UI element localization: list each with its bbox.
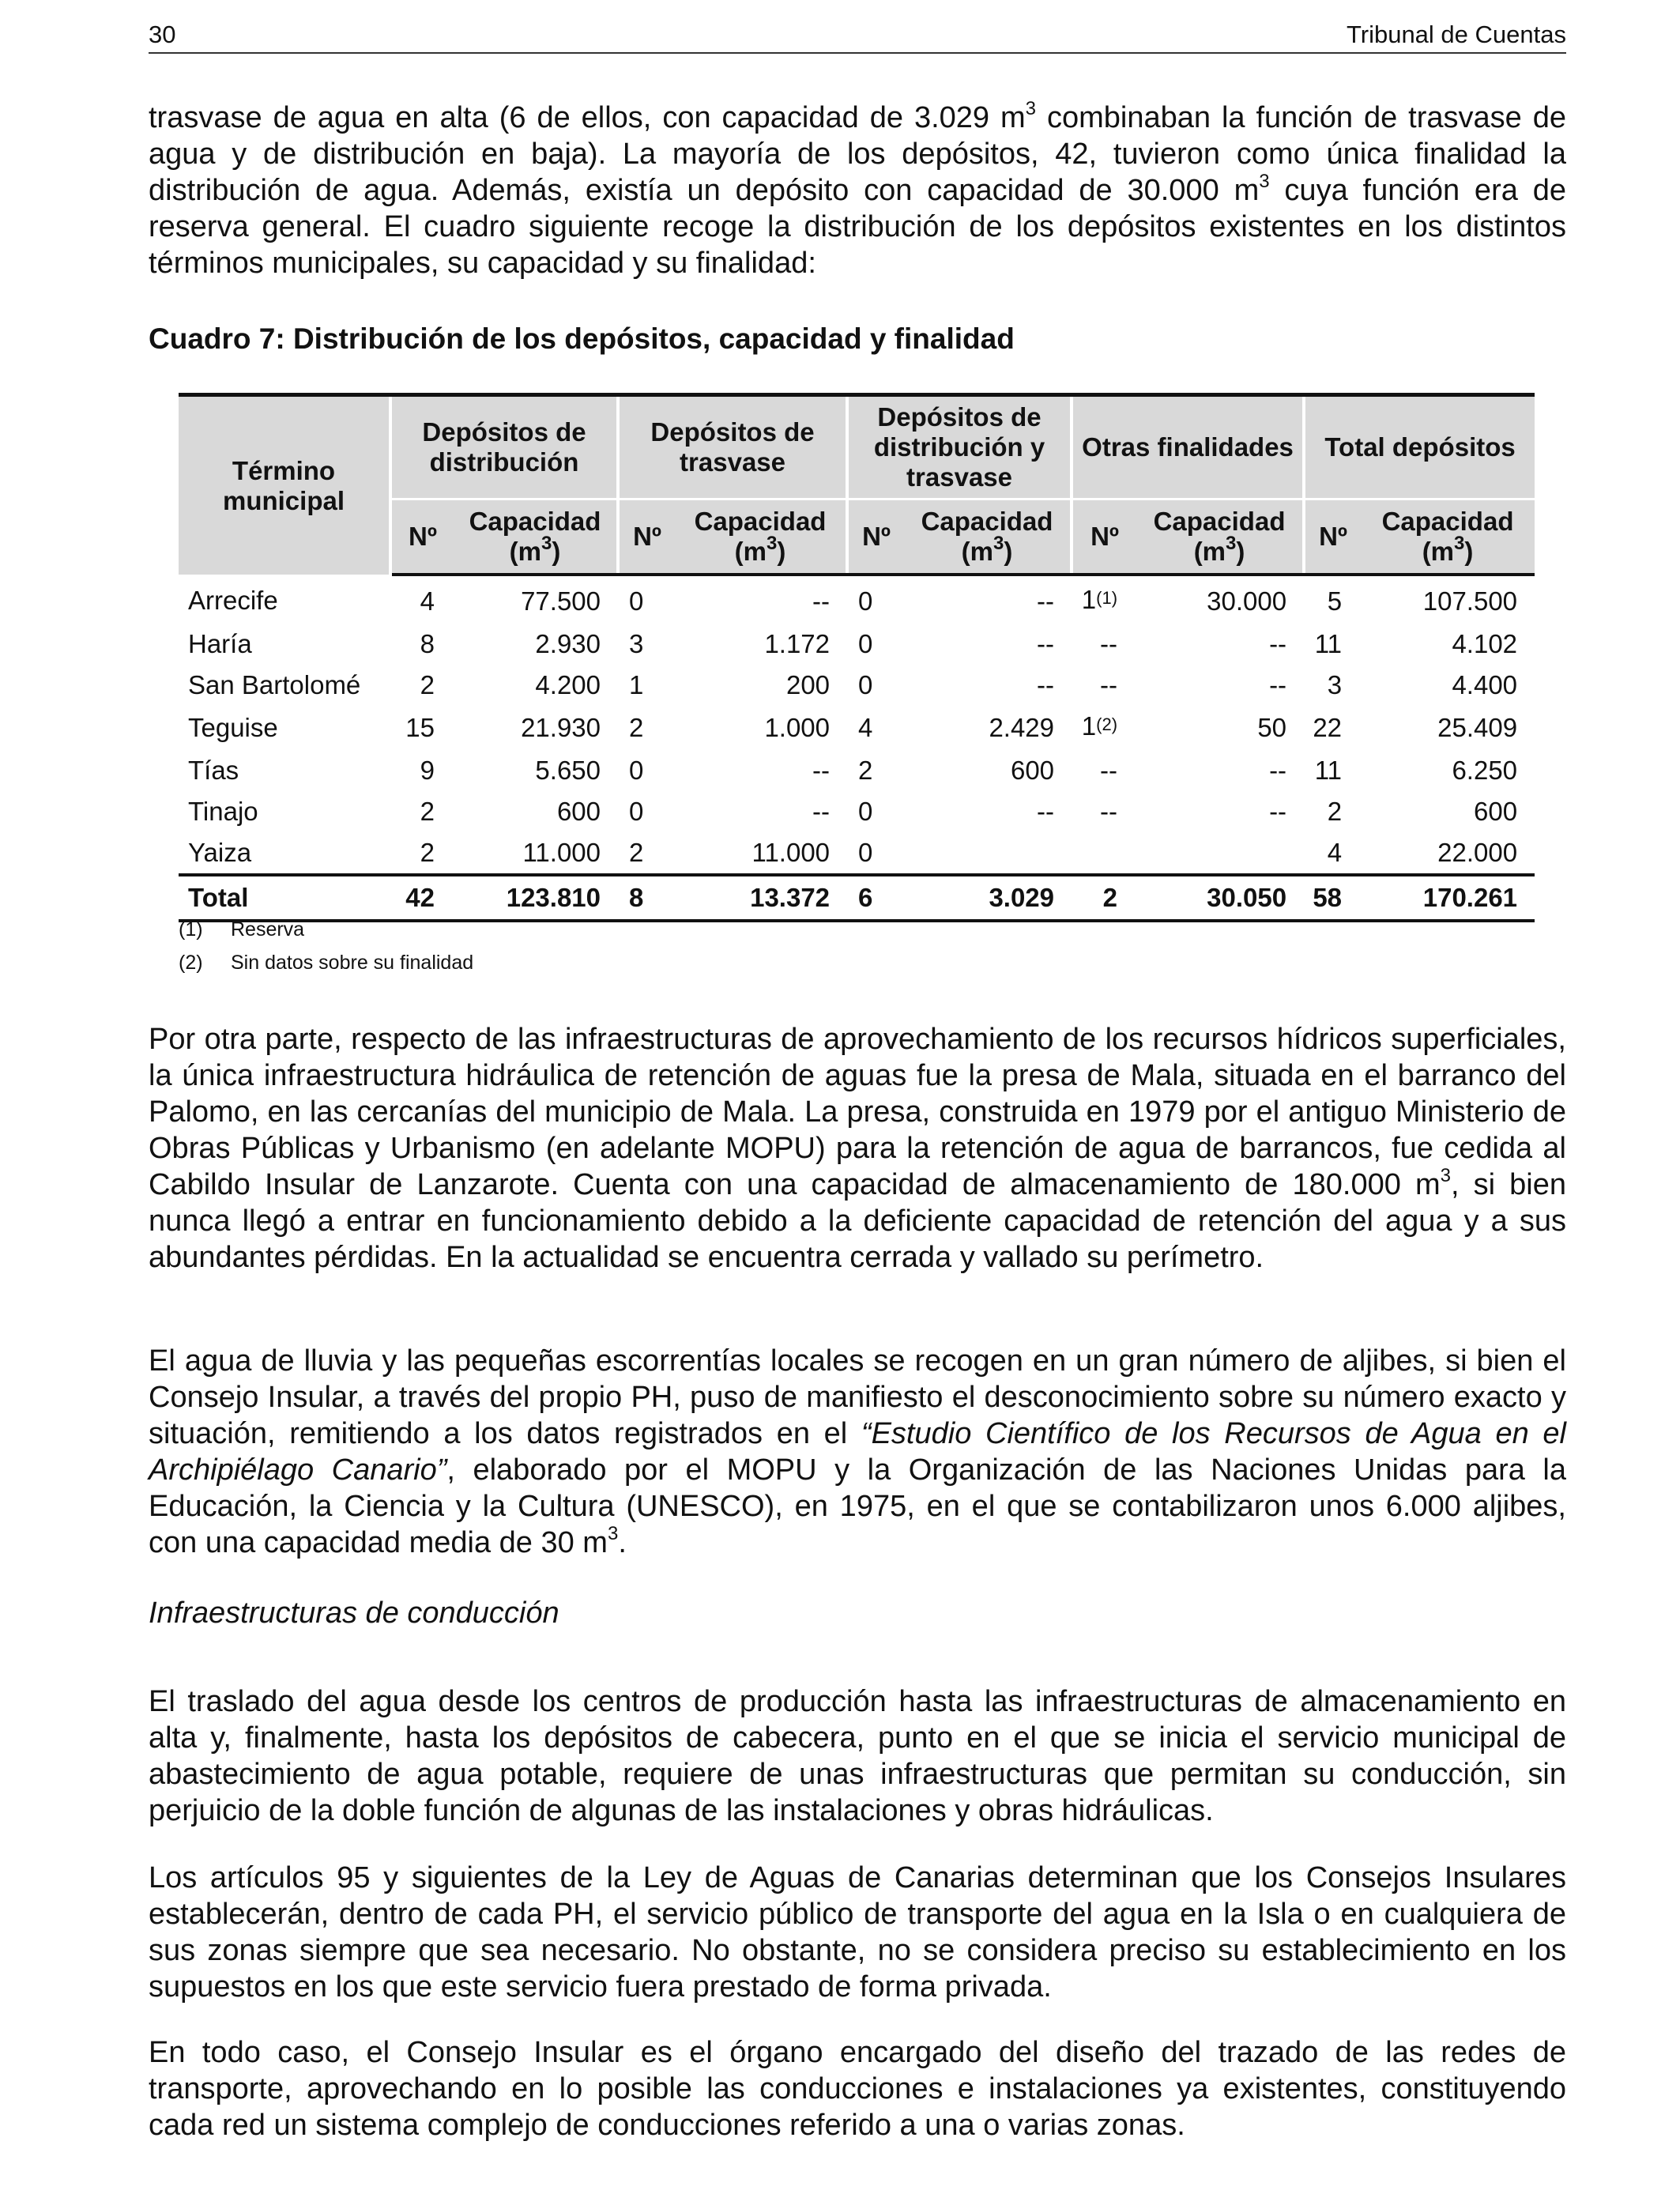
cell-value: -- bbox=[1100, 756, 1118, 785]
header-n: Nº bbox=[1072, 499, 1136, 575]
table-title: Cuadro 7: Distribución de los depósitos, capacidad y finalidad bbox=[149, 322, 1015, 355]
cell-value: 11.000 bbox=[522, 838, 601, 867]
footnote: (1) Reserva bbox=[179, 918, 305, 941]
cell-value: 22.000 bbox=[1437, 838, 1518, 867]
cell-value: 11 bbox=[1314, 629, 1343, 658]
cell-value bbox=[1136, 832, 1304, 875]
header-group-otras: Otras finalidades bbox=[1072, 395, 1304, 499]
cell-value: 6 bbox=[847, 875, 904, 921]
cell-municipio: Tinajo bbox=[188, 797, 258, 826]
footnote-ref: (2) bbox=[1096, 714, 1118, 734]
cell-value: 2 bbox=[858, 756, 873, 785]
cell-value: 2.930 bbox=[535, 629, 601, 658]
header-n: Nº bbox=[618, 499, 675, 575]
header-group-distribucion: Depósitos de distribución bbox=[390, 395, 618, 499]
cell-value: 25.409 bbox=[1437, 713, 1518, 742]
cell-value: 107.500 bbox=[1422, 586, 1518, 616]
cell-municipio: Tías bbox=[188, 756, 239, 785]
cell-municipio: Total bbox=[179, 875, 390, 921]
table-row bbox=[179, 575, 1535, 624]
cell-value: 42 bbox=[390, 875, 454, 921]
header-municipio: Término municipal bbox=[179, 395, 390, 575]
paragraph-4: El traslado del agua desde los centros de producción hasta las infraestructuras de almacenamiento en alta y, finalmente, hasta los depósitos de cabecera, punto en el que se inicia el servicio municipal de abastecimiento de agua potable, requiere de unas infraestructuras que permitan su conducción, sin perjuicio de la doble función de algunas de las instalaciones y obras hidráulicas. bbox=[149, 1685, 1566, 1827]
cell-value: 21.930 bbox=[521, 713, 601, 742]
cell-value: 2 bbox=[1327, 797, 1343, 826]
cell-value: -- bbox=[1100, 797, 1118, 826]
cell-value: 1 bbox=[629, 670, 644, 699]
cell-value: 58 bbox=[1304, 875, 1361, 921]
cell-value: -- bbox=[1269, 629, 1287, 658]
paragraph-2: Por otra parte, respecto de las infraestructuras de aprovechamiento de los recursos hídricos superficiales, la única infraestructura hidráulica de retención de aguas fue la presa de Mala, situada en el barranco del Palomo, en las cercanías del municipio de Mala. La presa, construida en 1979 por el antiguo Ministerio de Obras Públicas y Urbanismo (en adelante MOPU) para la retención de agua de barrancos, fue cedida al Cabildo Insular de Lanzarote. Cuenta con una capacidad de almacenamiento de 180.000 $m^3$, si bien nunca llegó a entrar en funcionamiento debido a la deficiente capacidad de retención del agua y a sus abundantes pérdidas. En la actualidad se encuentra cerrada y vallado su perímetro. bbox=[149, 1023, 1566, 1274]
cell-value: 8 bbox=[618, 875, 675, 921]
cell-value: 11 bbox=[1314, 756, 1343, 785]
cell-value: 4 bbox=[1327, 838, 1343, 867]
cell-value: 30.050 bbox=[1136, 875, 1304, 921]
footnote-ref: (1) bbox=[1096, 588, 1118, 608]
cell-municipio: Arrecife bbox=[188, 586, 278, 615]
cell-value: 0 bbox=[858, 838, 873, 867]
cell-value: 1(2) bbox=[1081, 711, 1118, 741]
footnote: (2) Sin datos sobre su finalidad bbox=[179, 952, 474, 974]
cell-value: 13.372 bbox=[675, 875, 847, 921]
table-row bbox=[179, 750, 1535, 791]
cell-value: -- bbox=[1100, 629, 1118, 658]
cell-value: 2 bbox=[629, 713, 644, 742]
paragraph-1: trasvase de agua en alta (6 de ellos, con capacidad de 3.029 $m^3$ combinaban la función de trasvase de agua y de distribución en baja). La mayoría de los depósitos, 42, tuvieron como única finalidad la distribución de agua. Además, existía un depósito con capacidad de 30.000 $m^3$ cuya función era de reserva general. El cuadro siguiente recoge la distribución de los depósitos existentes en los distintos términos municipales, su capacidad y su finalidad: bbox=[149, 98, 1567, 280]
cell-value: 2 bbox=[420, 670, 435, 699]
header-capacidad: Capacidad $(m^3)$ bbox=[904, 499, 1072, 575]
cell-value: 2 bbox=[629, 838, 644, 867]
page-number: 30 bbox=[149, 21, 176, 48]
cell-value: 1.000 bbox=[764, 713, 831, 742]
cell-value: 3.029 bbox=[904, 875, 1072, 921]
cell-value: -- bbox=[812, 797, 831, 826]
cell-value: 9 bbox=[420, 756, 435, 785]
cell-value: 0 bbox=[858, 586, 873, 616]
cell-value: 0 bbox=[858, 670, 873, 699]
header-capacidad: Capacidad $(m^3)$ bbox=[675, 499, 847, 575]
cell-municipio: Yaiza bbox=[188, 838, 252, 867]
cell-value: 2 bbox=[1072, 875, 1136, 921]
cell-value bbox=[904, 832, 1072, 875]
paragraph-3: El agua de lluvia y las pequeñas escorrentías locales se recogen en un gran número de aljibes, si bien el Consejo Insular, a través del propio PH, puso de manifiesto el desconocimiento sobre su número exacto y situación, remitiendo a los datos registrados en el “Estudio Científico de los Recursos de Agua en el Archipiélago Canario”, elaborado por el MOPU y la Organización de las Naciones Unidas para la Educación, la Ciencia y la Cultura (UNESCO), en 1975, en el que se contabilizaron unos 6.000 aljibes, con una capacidad media de 30 $m^3$. bbox=[149, 1344, 1566, 1559]
cell-value: 0 bbox=[858, 797, 873, 826]
paragraph-5: Los artículos 95 y siguientes de la Ley de Aguas de Canarias determinan que los Consejos Insulares establecerán, dentro de cada PH, el servicio público de transporte del agua en la Isla o en cualquiera de sus zonas siempre que sea necesario. No obstante, no se considera preciso su establecimiento en los supuestos en los que este servicio fuera prestado de forma privada. bbox=[149, 1861, 1566, 2004]
cell-value: -- bbox=[1269, 756, 1287, 785]
cell-value: 4 bbox=[420, 586, 435, 616]
cell-value: 600 bbox=[1010, 756, 1055, 785]
cell-value: -- bbox=[1037, 586, 1055, 616]
cell-value: 50 bbox=[1257, 713, 1287, 742]
table-row bbox=[179, 706, 1535, 750]
cell-value: 11.000 bbox=[751, 838, 831, 867]
cell-value: -- bbox=[1037, 797, 1055, 826]
header-group-total: Total depósitos bbox=[1304, 395, 1535, 499]
cell-value: 3 bbox=[629, 629, 644, 658]
cell-value: 4.200 bbox=[535, 670, 601, 699]
paragraph-6: En todo caso, el Consejo Insular es el órgano encargado del diseño del trazado de las redes de transporte, aprovechando en lo posible las conducciones e instalaciones ya existentes, constituyendo cada red un sistema complejo de conducciones referido a una o varias zonas. bbox=[149, 2036, 1566, 2142]
cell-value: 0 bbox=[629, 756, 644, 785]
cell-value: -- bbox=[812, 756, 831, 785]
cell-value: 2 bbox=[420, 838, 435, 867]
table-row bbox=[179, 624, 1535, 665]
cell-value: 170.261 bbox=[1361, 875, 1535, 921]
cell-value: -- bbox=[1037, 670, 1055, 699]
header-n: Nº bbox=[1304, 499, 1361, 575]
cell-value: 0 bbox=[629, 797, 644, 826]
table-body bbox=[179, 575, 1535, 921]
cell-value: 3 bbox=[1327, 670, 1343, 699]
cell-value: 5.650 bbox=[535, 756, 601, 785]
header-group-distribucion-trasvase: Depósitos de distribución y trasvase bbox=[847, 395, 1072, 499]
cell-municipio: San Bartolomé bbox=[188, 670, 361, 699]
section-subtitle: Infraestructuras de conducción bbox=[149, 1596, 559, 1630]
cell-value: 0 bbox=[858, 629, 873, 658]
header-capacidad: Capacidad $(m^3)$ bbox=[454, 499, 618, 575]
cell-value: 6.250 bbox=[1452, 756, 1518, 785]
cell-value: 1.172 bbox=[764, 629, 831, 658]
cell-value: 4 bbox=[858, 713, 873, 742]
cell-value: 4.400 bbox=[1452, 670, 1518, 699]
cell-value: 22 bbox=[1313, 713, 1343, 742]
header-capacidad: Capacidad $(m^3)$ bbox=[1136, 499, 1304, 575]
cell-value: 2 bbox=[420, 797, 435, 826]
cell-value: -- bbox=[1269, 797, 1287, 826]
cell-municipio: Teguise bbox=[188, 713, 278, 742]
cell-value: 200 bbox=[785, 670, 831, 699]
cell-value: 1(1) bbox=[1081, 585, 1118, 614]
cell-value: 15 bbox=[405, 713, 435, 742]
table-row bbox=[179, 791, 1535, 832]
header-n: Nº bbox=[847, 499, 904, 575]
cell-value: 0 bbox=[629, 586, 644, 616]
cell-value: 600 bbox=[1473, 797, 1518, 826]
cell-value: -- bbox=[1269, 670, 1287, 699]
header-organization: Tribunal de Cuentas bbox=[1346, 21, 1566, 48]
cell-value bbox=[1072, 832, 1136, 875]
cell-value: 4.102 bbox=[1452, 629, 1518, 658]
cell-value: 5 bbox=[1327, 586, 1343, 616]
cell-value: 123.810 bbox=[454, 875, 618, 921]
table-footnotes bbox=[179, 913, 473, 979]
cell-value: -- bbox=[1100, 670, 1118, 699]
header-n: Nº bbox=[390, 499, 454, 575]
header-capacidad: Capacidad $(m^3)$ bbox=[1361, 499, 1535, 575]
deposits-table bbox=[179, 393, 1535, 922]
cell-municipio: Haría bbox=[188, 629, 252, 658]
cell-value: -- bbox=[812, 586, 831, 616]
cell-value: -- bbox=[1037, 629, 1055, 658]
cell-value: 2.429 bbox=[989, 713, 1055, 742]
table-row bbox=[179, 832, 1535, 875]
page-header bbox=[149, 21, 1566, 54]
cell-value: 600 bbox=[556, 797, 601, 826]
header-group-trasvase: Depósitos de trasvase bbox=[618, 395, 847, 499]
table-row bbox=[179, 665, 1535, 706]
cell-value: 30.000 bbox=[1207, 586, 1287, 616]
cell-value: 77.500 bbox=[521, 586, 601, 616]
cell-value: 8 bbox=[420, 629, 435, 658]
